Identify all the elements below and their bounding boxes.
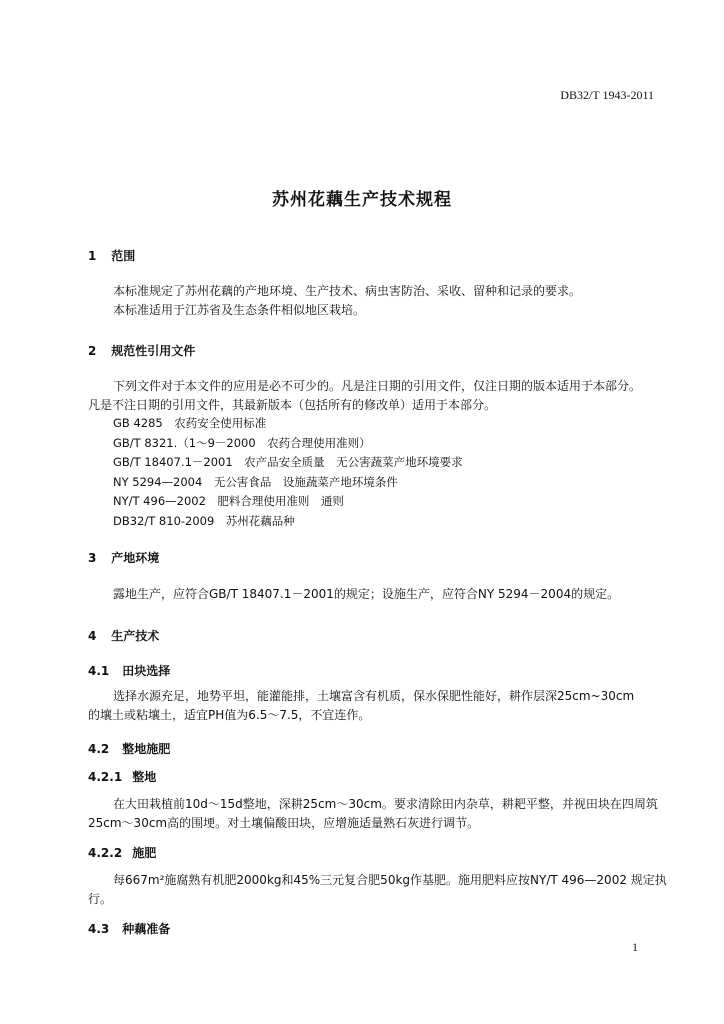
text-line: 25cm～30cm高的围埂。对土壤偏酸田块，应增施适量熟石灰进行调节。 [88,816,480,830]
section-heading-seed-lotus [88,920,170,937]
section-title: 生产技术 [111,629,160,643]
section-number: 3 [88,551,97,565]
text-line: 下列文件对于本文件的应用是必不可少的。凡是注日期的引用文件，仅注日期的版本适用于本部分。 [113,379,642,393]
reference-item: NY/T 496—2002 肥料合理使用准则 通则 [113,494,344,509]
section-number: 4.2.1 [88,770,123,784]
section-title: 范围 [111,249,136,263]
section-heading-scope [88,247,135,264]
text-line: 在大田栽植前10d～15d整地，深耕25cm～30cm。要求清除田内杂草，耕耙平整，并视田块在四周筑 [113,797,658,811]
section-number: 4 [88,629,97,643]
paragraph-scope [88,282,668,320]
section-number: 4.2 [88,742,110,756]
section-heading-field-selection [88,662,170,679]
section-heading-production [88,627,159,644]
text-line: 本标准适用于江苏省及生态条件相似地区栽培。 [113,303,366,317]
reference-item: GB/T 18407.1－2001 农产品安全质量 无公害蔬菜产地环境要求 [113,455,463,470]
paragraph-field-selection [88,687,668,725]
section-heading-land-fertilizing [88,740,170,757]
paragraph-normative-intro [88,377,668,415]
text-line: 每667m²施腐熟有机肥2000kg和45%三元复合肥50kg作基肥。施用肥料应按NY/T 496—2002 规定执 [113,873,667,887]
text-line: 凡是不注日期的引用文件，其最新版本（包括所有的修改单）适用于本部分。 [88,398,497,412]
page-number: 1 [632,940,638,954]
section-title: 规范性引用文件 [111,344,196,358]
section-title: 施肥 [132,846,157,860]
text-line: 选择水源充足，地势平坦，能灌能排，土壤富含有机质，保水保肥性能好，耕作层深25cm~30cm [113,689,635,703]
section-title: 整地施肥 [122,742,171,756]
section-number: 4.3 [88,922,110,936]
section-number: 4.2.2 [88,846,123,860]
paragraph-environment [88,585,668,604]
section-number: 2 [88,344,97,358]
text-line: 行。 [88,892,113,906]
reference-item: DB32/T 810-2009 苏州花藕品种 [113,513,295,528]
section-number: 1 [88,249,97,263]
paragraph-fertilizing [88,871,668,909]
paragraph-land-preparation [88,795,668,833]
text-line: 露地生产，应符合GB/T 18407.1－2001的规定；设施生产，应符合NY 5294－2004的规定。 [113,587,620,601]
section-title: 产地环境 [111,551,160,565]
section-heading-land-preparation [88,768,156,785]
section-heading-environment [88,549,159,566]
reference-item: GB/T 8321.（1～9－2000 农药合理使用准则） [113,435,371,450]
reference-item: GB 4285 农药安全使用标准 [113,416,267,430]
document-title: 苏州花藕生产技术规程 [272,190,452,210]
section-heading-normative-references [88,342,195,359]
document-code: DB32/T 1943-2011 [560,88,654,102]
section-title: 田块选择 [122,664,171,678]
section-title: 整地 [132,770,157,784]
section-number: 4.1 [88,664,110,678]
text-line: 本标准规定了苏州花藕的产地环境、生产技术、病虫害防治、采收、留种和记录的要求。 [113,284,582,298]
section-title: 种藕准备 [122,922,171,936]
section-heading-fertilizing [88,844,156,861]
text-line: 的壤土或粘壤土，适宜PH值为6.5～7.5，不宜连作。 [88,708,371,722]
reference-item: NY 5294—2004 无公害食品 设施蔬菜产地环境条件 [113,474,398,489]
reference-list [113,414,463,532]
